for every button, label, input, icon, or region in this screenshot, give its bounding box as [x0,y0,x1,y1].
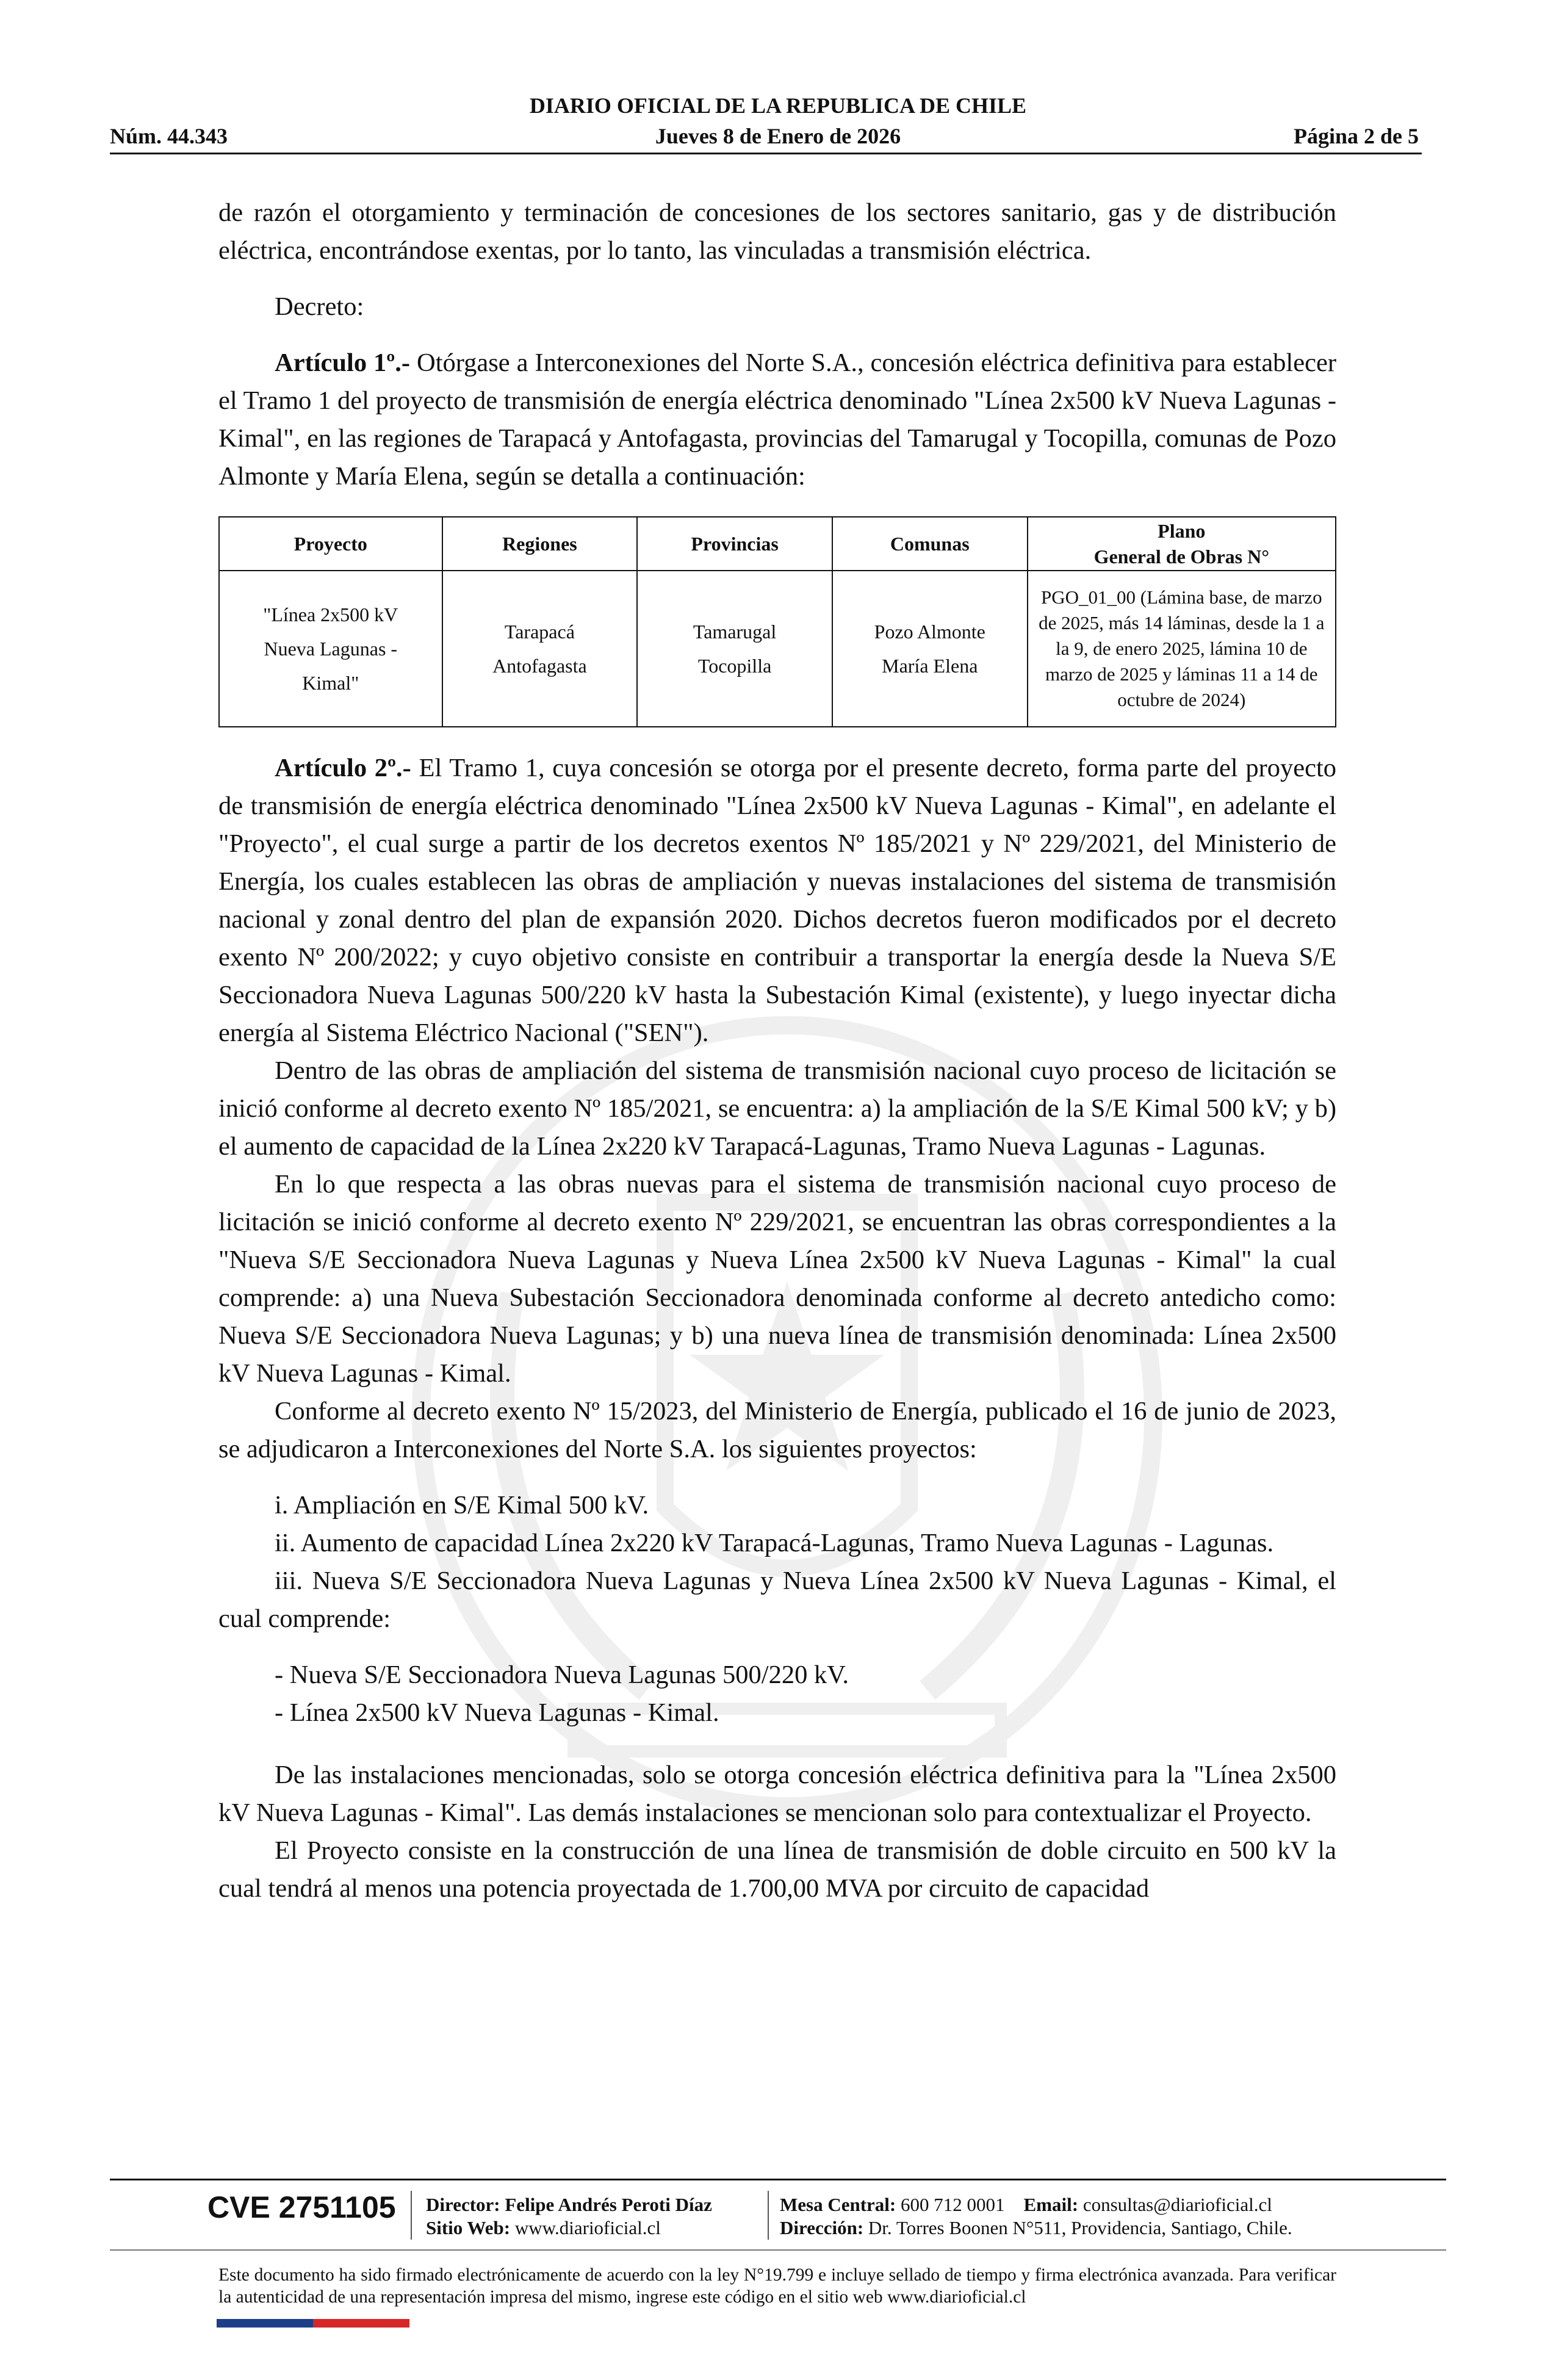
cell-regiones [442,571,638,727]
header-provincias: Provincias [637,517,832,571]
cell-proyecto-line2: Nueva Lagunas - [264,638,398,660]
footer-divider-2 [110,2249,1446,2251]
footer-separator [411,2191,412,2240]
header-proyecto: Proyecto [219,517,442,571]
table-header-row [219,517,1336,571]
cell-comuna-1: Pozo Almonte [874,621,985,643]
header-divider [110,153,1422,154]
sitio-label: Sitio Web: [426,2217,511,2238]
paragraph-obras-nuevas: En lo que respecta a las obras nuevas para el sistema de transmisión nacional cuyo proceso de licitación se inició conforme al decreto exento Nº 229/2021, se encuentran las obras correspondientes a la "Nueva S/E Seccionadora Nueva Lagunas y Nueva Línea 2x500 kV Nueva Lagunas - Kimal" la cual comprende: a) una Nueva Subestación Seccionadora denominada conforme al decreto antedicho como: Nueva S/E Seccionadora Nueva Lagunas; y b) una nueva línea de transmisión denominada: Línea 2x500 kV Nueva Lagunas - Kimal. [218,1170,1336,1388]
cell-region-1: Tarapacá [504,621,575,643]
cell-plano: PGO_01_00 (Lámina base, de marzo de 2025, más 14 láminas, desde la 1 a la 9, de enero 2025, lámina 10 de marzo de 2025 y láminas 11 a 14 de octubre de 2024) [1028,571,1336,727]
header-plano [1028,517,1336,571]
footer-director-block [426,2193,712,2240]
concession-table [218,516,1336,727]
direccion-text: Dr. Torres Boonen N°511, Providencia, Santiago, Chile. [868,2217,1292,2238]
cell-proyecto-line1: "Línea 2x500 kV [263,604,398,626]
decreto-label: Decreto: [275,292,364,321]
footer-separator [768,2191,769,2240]
cve-code: CVE 2751105 [207,2190,396,2224]
paragraph-dentro: Dentro de las obras de ampliación del sistema de transmisión nacional cuyo proceso de licitación se inició conforme al decreto exento Nº 185/2021, se encuentra: a) la ampliación de la S/E Kimal 500 kV; y b) el aumento de capacidad de la Línea 2x220 kV Tarapacá-Lagunas, Tramo Nueva Lagunas - Lagunas. [218,1056,1336,1161]
article-2-label: Artículo 2º.- [275,754,411,782]
cell-region-2: Antofagasta [492,655,587,677]
sitio-link[interactable]: www.diarioficial.cl [514,2217,661,2238]
issue-number: Núm. 44.343 [110,124,228,148]
paragraph-conforme: Conforme al decreto exento Nº 15/2023, del Ministerio de Energía, publicado el 16 de junio de 2023, se adjudicaron a Interconexiones del Norte S.A. los siguientes proyectos: [218,1397,1336,1463]
email-link[interactable]: consultas@diarioficial.cl [1082,2194,1272,2215]
header-plano-line1: Plano [1158,520,1206,542]
list-item-i: i. Ampliación en S/E Kimal 500 kV. [275,1491,649,1520]
email-label: Email: [1023,2194,1079,2215]
cell-comunas [832,571,1028,727]
footer-contact-block [780,2193,1292,2240]
table-row [219,571,1336,727]
newspaper-title: DIARIO OFICIAL DE LA REPUBLICA DE CHILE [529,93,1027,118]
article-2-text: El Tramo 1, cuya concesión se otorga por el presente decreto, forma parte del proyecto de transmisión de energía eléctrica denominado "Línea 2x500 kV Nueva Lagunas - Kimal", en adelante el "Proyecto", el cual surge a partir de los decretos exentos Nº 185/2021 y Nº 229/2021, del Ministerio de Energía, los cuales establecen las obras de ampliación y nuevas instalaciones del sistema de transmisión nacional y zonal dentro del plan de expansión 2020. Dichos decretos fueron modificados por el decreto exento Nº 200/2022; y cuyo objetivo consiste en contribuir a transportar la energía desde la Nueva S/E Seccionadora Nueva Lagunas 500/220 kV hasta la Subestación Kimal (existente), y luego inyectar dicha energía al Sistema Eléctrico Nacional ("SEN"). [218,754,1337,1047]
article-2 [218,749,1336,1052]
article-1-label: Artículo 1º.- [275,348,411,377]
dash-item-2: - Línea 2x500 kV Nueva Lagunas - Kimal. [275,1698,719,1727]
director-name: Felipe Andrés Peroti Díaz [505,2194,712,2215]
cell-proyecto [219,571,442,727]
paragraph-proyecto: El Proyecto consiste en la construcción de una línea de transmisión de doble circuito en 500 kV la cual tendrá al menos una potencia proyectada de 1.700,00 MVA por circuito de capacidad [218,1836,1336,1903]
article-1 [218,344,1336,496]
cell-provincia-2: Tocopilla [697,655,772,677]
list-item-ii: ii. Aumento de capacidad Línea 2x220 kV Tarapacá-Lagunas, Tramo Nueva Lagunas - Lagunas. [275,1529,1274,1557]
paragraph-intro: de razón el otorgamiento y terminación de concesiones de los sectores sanitario, gas y de distribución eléctrica, encontrándose exentas, por lo tanto, las vinculadas a transmisión eléctrica. [218,198,1336,265]
mesa-phone: 600 712 0001 [901,2194,1005,2215]
flag-stripe-red [313,2319,409,2328]
paragraph-de-las-instalaciones: De las instalaciones mencionadas, solo se otorga concesión eléctrica definitiva para la "Línea 2x500 kV Nueva Lagunas - Kimal". Las demás instalaciones se mencionan solo para contextualizar el Proyecto. [218,1761,1336,1827]
header-comunas: Comunas [832,517,1028,571]
document-body [218,194,1336,1908]
cell-provincias [637,571,832,727]
dash-item-1: - Nueva S/E Seccionadora Nueva Lagunas 500/220 kV. [275,1661,849,1689]
issue-date: Jueves 8 de Enero de 2026 [655,124,901,148]
cell-proyecto-line3: Kimal" [302,672,359,694]
legal-notice: Este documento ha sido firmado electrónicamente de acuerdo con la ley N°19.799 e incluye sellado de tiempo y firma electrónica avanzada. Para verificar la autenticidad de una representación impresa del mismo, ingrese este código en el sitio web www.diarioficial.cl [218,2265,1336,2307]
cell-provincia-1: Tamarugal [693,621,777,643]
footer-divider [110,2179,1446,2180]
direccion-label: Dirección: [780,2217,864,2238]
header-regiones: Regiones [442,517,638,571]
flag-stripe-blue [217,2319,313,2328]
list-item-iii: iii. Nueva S/E Seccionadora Nueva Lagunas y Nueva Línea 2x500 kV Nueva Lagunas - Kimal, el cual comprende: [218,1567,1336,1633]
article-1-text: Otórgase a Interconexiones del Norte S.A., concesión eléctrica definitiva para establecer el Tramo 1 del proyecto de transmisión de energía eléctrica denominado "Línea 2x500 kV Nueva Lagunas - Kimal", en las regiones de Tarapacá y Antofagasta, provincias del Tamarugal y Tocopilla, comunas de Pozo Almonte y María Elena, según se detalla a continuación: [218,348,1336,491]
mesa-label: Mesa Central: [780,2194,896,2215]
header-plano-line2: General de Obras N° [1093,546,1270,568]
page-indicator: Página 2 de 5 [1293,124,1419,148]
director-label: Director: [426,2194,500,2215]
cell-comuna-2: María Elena [882,655,978,677]
